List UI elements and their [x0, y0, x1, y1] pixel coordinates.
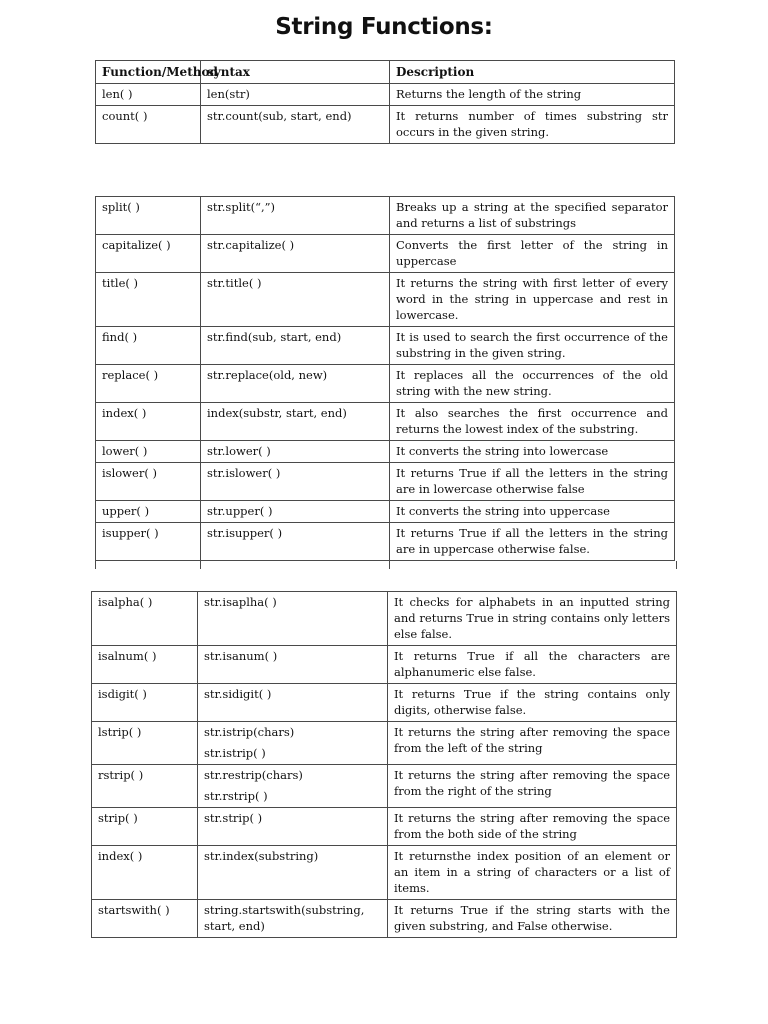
table-row — [96, 463, 675, 501]
function-syntax — [198, 900, 388, 938]
function-syntax — [198, 684, 388, 722]
function-description: It returns the string after removing the space from the both side of the string — [388, 808, 677, 846]
function-description: It returns number of times substring str occurs in the given string. — [390, 106, 675, 144]
table-row — [96, 106, 675, 144]
function-description: It returns True if all the letters in the string are in lowercase otherwise false — [390, 463, 675, 501]
function-description: It returns the string with first letter of every word in the string in uppercase and rest in lowercase. — [390, 273, 675, 327]
function-syntax — [201, 523, 390, 561]
function-description: It returns the string after removing the space from the right of the string — [388, 765, 677, 808]
table-2-continuation-lines — [95, 561, 677, 569]
function-name: lstrip( ) — [92, 722, 198, 765]
syntax-line: str.split(“,”) — [207, 200, 276, 214]
syntax-line: str.count(sub, start, end) — [207, 109, 352, 123]
syntax-line: index(substr, start, end) — [207, 406, 347, 420]
function-description: It returns the string after removing the space from the left of the string — [388, 722, 677, 765]
syntax-line: str.restrip(chars) — [204, 768, 303, 782]
header-description: Description — [390, 61, 675, 84]
table-row — [92, 900, 677, 938]
function-syntax — [198, 846, 388, 900]
table-row — [96, 501, 675, 523]
function-name: isdigit( ) — [92, 684, 198, 722]
string-functions-table-3 — [91, 591, 677, 938]
function-syntax — [198, 808, 388, 846]
table-1-body — [96, 84, 675, 144]
table-row — [92, 765, 677, 808]
table-row — [96, 327, 675, 365]
function-syntax — [201, 365, 390, 403]
function-name: isupper( ) — [96, 523, 201, 561]
function-description: Converts the first letter of the string in uppercase — [390, 235, 675, 273]
function-name: rstrip( ) — [92, 765, 198, 808]
function-description: It returns True if the string contains only digits, otherwise false. — [388, 684, 677, 722]
function-syntax — [201, 501, 390, 523]
syntax-line: str.isaplha( ) — [204, 595, 277, 609]
table-row — [96, 273, 675, 327]
function-name: title( ) — [96, 273, 201, 327]
syntax-line: str.lower( ) — [207, 444, 271, 458]
function-name: islower( ) — [96, 463, 201, 501]
function-syntax — [198, 765, 388, 808]
table-row — [96, 365, 675, 403]
syntax-line: str.isanum( ) — [204, 649, 278, 663]
function-description: It is used to search the first occurrence of the substring in the given string. — [390, 327, 675, 365]
function-syntax — [201, 84, 390, 106]
syntax-line: len(str) — [207, 87, 250, 101]
syntax-line: str.strip( ) — [204, 811, 263, 825]
function-name: index( ) — [92, 846, 198, 900]
table-row — [96, 403, 675, 441]
table-3-body — [92, 592, 677, 938]
function-description: It returns True if the string starts with the given substring, and False otherwise. — [388, 900, 677, 938]
table-row — [96, 84, 675, 106]
function-syntax — [201, 235, 390, 273]
syntax-line: str.replace(old, new) — [207, 368, 328, 382]
function-name: upper( ) — [96, 501, 201, 523]
table-row — [96, 197, 675, 235]
function-syntax — [201, 327, 390, 365]
function-name: split( ) — [96, 197, 201, 235]
syntax-line: str.sidigit( ) — [204, 687, 272, 701]
function-syntax — [201, 106, 390, 144]
syntax-line: str.upper( ) — [207, 504, 273, 518]
syntax-line: string.startswith(substring, start, end) — [204, 903, 365, 933]
syntax-line: str.index(substring) — [204, 849, 319, 863]
function-name: len( ) — [96, 84, 201, 106]
table-2-body — [96, 197, 675, 561]
table-row — [92, 808, 677, 846]
syntax-line: str.capitalize( ) — [207, 238, 295, 252]
function-name: lower( ) — [96, 441, 201, 463]
header-function: Function/Method — [96, 61, 201, 84]
table-row — [92, 846, 677, 900]
function-syntax — [201, 463, 390, 501]
table-row — [96, 441, 675, 463]
function-description: It converts the string into lowercase — [390, 441, 675, 463]
function-name: strip( ) — [92, 808, 198, 846]
function-syntax — [198, 592, 388, 646]
function-syntax — [201, 403, 390, 441]
syntax-line: str.rstrip( ) — [204, 789, 268, 803]
function-description: It converts the string into uppercase — [390, 501, 675, 523]
function-syntax — [201, 273, 390, 327]
function-name: replace( ) — [96, 365, 201, 403]
function-name: count( ) — [96, 106, 201, 144]
function-description: It checks for alphabets in an inputted string and returns True in string contains only letters else false. — [388, 592, 677, 646]
function-name: find( ) — [96, 327, 201, 365]
function-name: isalnum( ) — [92, 646, 198, 684]
function-syntax — [201, 441, 390, 463]
function-syntax — [201, 197, 390, 235]
function-syntax — [198, 722, 388, 765]
function-description: It replaces all the occurrences of the old string with the new string. — [390, 365, 675, 403]
table-row — [92, 592, 677, 646]
syntax-line: str.find(sub, start, end) — [207, 330, 342, 344]
string-functions-table-2 — [95, 196, 675, 561]
function-description: It also searches the first occurrence and returns the lowest index of the substring. — [390, 403, 675, 441]
string-functions-table-1 — [95, 60, 675, 144]
header-syntax: syntax — [201, 61, 390, 84]
function-name: isalpha( ) — [92, 592, 198, 646]
function-description: It returns True if all the letters in the string are in uppercase otherwise false. — [390, 523, 675, 561]
table-header-row — [96, 61, 675, 84]
table-row — [92, 684, 677, 722]
table-row — [92, 722, 677, 765]
function-name: index( ) — [96, 403, 201, 441]
page-title: String Functions: — [275, 14, 493, 40]
table-row — [96, 235, 675, 273]
table-row — [96, 523, 675, 561]
syntax-line: str.isupper( ) — [207, 526, 283, 540]
function-syntax — [198, 646, 388, 684]
function-name: capitalize( ) — [96, 235, 201, 273]
function-name: startswith( ) — [92, 900, 198, 938]
syntax-line: str.istrip( ) — [204, 746, 266, 760]
syntax-line: str.islower( ) — [207, 466, 281, 480]
syntax-line: str.title( ) — [207, 276, 262, 290]
table-row — [92, 646, 677, 684]
function-description: It returnsthe index position of an element or an item in a string of characters or a list of items. — [388, 846, 677, 900]
function-description: It returns True if all the characters are alphanumeric else false. — [388, 646, 677, 684]
syntax-line: str.istrip(chars) — [204, 725, 295, 739]
function-description: Returns the length of the string — [390, 84, 675, 106]
function-description: Breaks up a string at the specified separator and returns a list of substrings — [390, 197, 675, 235]
